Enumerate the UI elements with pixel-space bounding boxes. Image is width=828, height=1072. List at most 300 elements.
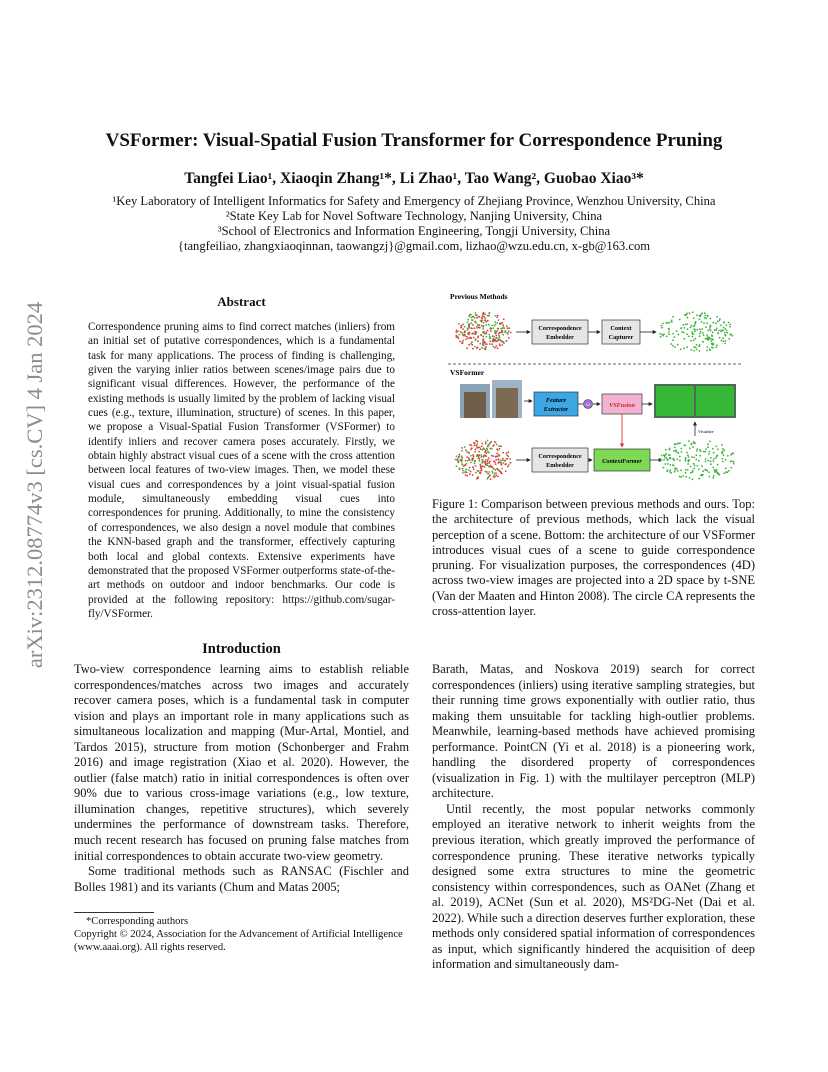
outlier-point (470, 471, 472, 473)
outlier-point (474, 451, 476, 453)
inlier-point (672, 316, 674, 318)
ca-label: CA (585, 403, 591, 407)
outlier-point (485, 346, 487, 348)
outlier-point (476, 327, 478, 329)
inlier-point (728, 338, 730, 340)
outlier-point (479, 316, 481, 318)
inlier-point (462, 470, 464, 472)
inlier-point (710, 460, 712, 462)
outlier-point (476, 317, 478, 319)
outlier-point (474, 321, 476, 323)
inlier-point (498, 319, 500, 321)
inlier-point (673, 450, 675, 452)
paper-authors: Tangfei Liao¹, Xiaoqin Zhang¹*, Li Zhao¹, Tao Wang², Guobao Xiao³* (184, 170, 644, 187)
inlier-point (489, 312, 491, 314)
inlier-point (684, 327, 686, 329)
outlier-point (467, 338, 469, 340)
inlier-point (669, 469, 671, 471)
inlier-point (731, 453, 733, 455)
inlier-point (692, 478, 694, 480)
inlier-point (482, 325, 484, 327)
outlier-point (497, 476, 499, 478)
inlier-point (678, 452, 680, 454)
inlier-point (475, 472, 477, 474)
box-label: ContextFormer (602, 458, 642, 465)
outlier-point (504, 460, 506, 462)
inlier-point (712, 343, 714, 345)
inlier-point (670, 343, 672, 345)
inlier-point (479, 472, 481, 474)
inlier-point (496, 337, 498, 339)
inlier-point (456, 455, 458, 457)
inlier-point (690, 466, 692, 468)
outlier-point (509, 462, 511, 464)
outlier-point (493, 444, 495, 446)
inlier-point (687, 317, 689, 319)
inlier-point (682, 475, 684, 477)
inlier-point (693, 317, 695, 319)
outlier-point (472, 324, 474, 326)
inlier-point (712, 347, 714, 349)
inlier-point (467, 332, 469, 334)
inlier-point (692, 471, 694, 473)
outlier-point (455, 335, 457, 337)
outlier-point (466, 336, 468, 338)
outlier-point (479, 349, 481, 351)
inlier-point (488, 471, 490, 473)
outlier-point (508, 464, 510, 466)
outlier-point (469, 473, 471, 475)
inlier-point (466, 463, 468, 465)
inlier-point (680, 328, 682, 330)
inlier-point (664, 463, 666, 465)
inlier-point (674, 346, 676, 348)
outlier-point (480, 448, 482, 450)
inlier-point (504, 332, 506, 334)
outlier-point (482, 342, 484, 344)
inlier-point (679, 319, 681, 321)
inlier-point (503, 326, 505, 328)
inlier-point (723, 472, 725, 474)
outlier-point (508, 331, 510, 333)
outlier-point (471, 333, 473, 335)
inlier-point (499, 455, 501, 457)
outlier-point (465, 474, 467, 476)
outlier-point (495, 475, 497, 477)
inlier-point (674, 467, 676, 469)
inlier-point (690, 325, 692, 327)
outlier-point (484, 455, 486, 457)
inlier-point (694, 330, 696, 332)
inlier-point (711, 334, 713, 336)
inlier-point (698, 478, 700, 480)
inlier-point (676, 330, 678, 332)
arxiv-id: arXiv:2312.08774v3 [cs.CV] 4 Jan 2024 (22, 301, 47, 669)
inlier-point (706, 350, 708, 352)
inlier-point (691, 443, 693, 445)
inlier-point (660, 336, 662, 338)
outlier-point (477, 337, 479, 339)
box-label: Capturer (608, 334, 634, 341)
outlier-point (490, 441, 492, 443)
inlier-point (712, 467, 714, 469)
inlier-point (687, 469, 689, 471)
outlier-point (462, 468, 464, 470)
inlier-point (719, 337, 721, 339)
inlier-point (696, 314, 698, 316)
abstract-text: Correspondence pruning aims to find correct matches (inliers) from an initial set of putative correspondences, which is a fundamental task for many applications. The process of finding is challenging, given the varying inlier ratios between scenes/image pairs due to significant visual differences. However, the performance of the existing methods is usually limited by the problem of lacking visual cues (e.g., texture, illumination, structure) of scenes. In this paper, we propose a Visual-Spatial Fusion Transformer (VSFormer) to identify inliers and recover camera poses accurately. Firstly, we obtain highly abstract visual cues of a scene with the cross attention between local features of two-view images. Then, we model these visual cues and correspondences by a joint visual-spatial fusion module, simultaneously embedding visual cues into correspondences for pruning. Additionally, to mine the consistency of correspondences, we also design a novel module that combines the KNN-based graph and the transformer, effectively capturing both local and global contexts. Extensive experiments have demonstrated that the proposed VSFormer outperforms state-of-the-art methods on outdoor and indoor benchmarks. Our code is provided at the following repository: https://github.com/sugar-fly/VSFormer. (88, 321, 395, 620)
box-label: Context (610, 325, 632, 332)
inlier-point (686, 313, 688, 315)
inlier-point (715, 322, 717, 324)
inlier-point (663, 454, 665, 456)
intro-paragraph: Until recently, the most popular networks commonly employed an iterative network to inherit weights from the previous iteration, which greatly improved the performance of correspondence pruning. These iterative networks typically designed some extra structures to mine the geometric consistency within correspondences, such as OANet (Zhang et al. 2019), ACNet (Sun et al. 2020), MS²DG-Net (Dai et al. 2022). While such a direction deserves further exploration, these methods only considered spatial information of correspondences as input, which significantly hindered the acquisition of deep information and simultaneously dam- (432, 801, 755, 972)
outlier-point (489, 462, 491, 464)
inlier-point (470, 317, 472, 319)
inlier-point (712, 339, 714, 341)
inlier-point (489, 336, 491, 338)
inlier-point (484, 319, 486, 321)
inlier-point (696, 349, 698, 351)
inlier-point (729, 334, 731, 336)
inlier-point (484, 317, 486, 319)
outlier-point (495, 335, 497, 337)
footnote-corresponding: *Corresponding authors (86, 916, 189, 927)
inlier-point (722, 458, 724, 460)
inlier-point (709, 476, 711, 478)
inlier-point (687, 463, 689, 465)
outlier-point (478, 324, 480, 326)
inlier-point (475, 332, 477, 334)
outlier-point (462, 328, 464, 330)
outlier-point (484, 466, 486, 468)
outlier-point (457, 331, 459, 333)
inlier-point (495, 333, 497, 335)
inlier-point (467, 329, 469, 331)
inlier-point (470, 343, 472, 345)
affiliation-1: ¹Key Laboratory of Intelligent Informatics for Safety and Emergency of Zhejiang Province, Wenzhou University, China (112, 194, 716, 208)
footnote-copyright: Copyright © 2024, Association for the Advancement of Artificial Intelligence (www.aaai.org). All rights reserved. (74, 929, 403, 954)
inlier-point (692, 311, 694, 313)
inlier-point (480, 320, 482, 322)
inlier-point (728, 322, 730, 324)
inlier-point (715, 457, 717, 459)
outlier-point (473, 468, 475, 470)
inlier-point (669, 458, 671, 460)
box-label: Correspondence (538, 325, 582, 332)
inlier-point (459, 459, 461, 461)
visualize-label: Visualize (698, 429, 714, 434)
outlier-point (506, 452, 508, 454)
outlier-point (481, 465, 483, 467)
inlier-point (723, 327, 725, 329)
inlier-point (483, 331, 485, 333)
inlier-point (461, 455, 463, 457)
outlier-point (464, 334, 466, 336)
inlier-point (699, 335, 701, 337)
outlier-point (506, 458, 508, 460)
inlier-point (687, 328, 689, 330)
inlier-point (702, 341, 704, 343)
inlier-point (460, 331, 462, 333)
outlier-point (485, 450, 487, 452)
inlier-point (668, 329, 670, 331)
inlier-point (708, 453, 710, 455)
inlier-point (733, 461, 735, 463)
outlier-point (506, 325, 508, 327)
inlier-point (485, 331, 487, 333)
outlier-point (469, 444, 471, 446)
inlier-point (690, 340, 692, 342)
outlier-point (471, 341, 473, 343)
inlier-point (468, 459, 470, 461)
inlier-point (685, 469, 687, 471)
inlier-point (485, 324, 487, 326)
inlier-point (503, 462, 505, 464)
outlier-point (486, 452, 488, 454)
inlier-point (710, 463, 712, 465)
inlier-point (701, 312, 703, 314)
inlier-point (672, 333, 674, 335)
inlier-point (695, 454, 697, 456)
inlier-point (464, 326, 466, 328)
inlier-point (674, 471, 676, 473)
inlier-point (669, 464, 671, 466)
outlier-point (457, 338, 459, 340)
figure-1 (446, 288, 746, 488)
outlier-point (497, 328, 499, 330)
inlier-point (704, 312, 706, 314)
inlier-point (699, 455, 701, 457)
outlier-point (471, 328, 473, 330)
outlier-point (474, 445, 476, 447)
inlier-point (681, 448, 683, 450)
inlier-point (665, 449, 667, 451)
outlier-point (471, 459, 473, 461)
outlier-point (477, 346, 479, 348)
inlier-point (726, 324, 728, 326)
inlier-point (674, 336, 676, 338)
outlier-point (499, 322, 501, 324)
inlier-point (469, 323, 471, 325)
inlier-point (492, 327, 494, 329)
outlier-point (496, 444, 498, 446)
inlier-point (471, 322, 473, 324)
inlier-point (475, 338, 477, 340)
outlier-point (482, 336, 484, 338)
outlier-point (491, 466, 493, 468)
outlier-point (461, 447, 463, 449)
inlier-point (488, 324, 490, 326)
inlier-point (707, 446, 709, 448)
inlier-point (699, 318, 701, 320)
inlier-point (458, 461, 460, 463)
inlier-point (690, 472, 692, 474)
outlier-point (496, 316, 498, 318)
inlier-point (493, 336, 495, 338)
inlier-point (689, 447, 691, 449)
inlier-point (717, 464, 719, 466)
inlier-point (474, 463, 476, 465)
paper-title: VSFormer: Visual-Spatial Fusion Transformer for Correspondence Pruning (105, 130, 723, 151)
outlier-point (501, 330, 503, 332)
inlier-point (493, 346, 495, 348)
outlier-point (498, 462, 500, 464)
outlier-point (465, 449, 467, 451)
inlier-point (727, 455, 729, 457)
inlier-point (497, 450, 499, 452)
inlier-point (699, 328, 701, 330)
box-label: Extractor (543, 406, 569, 413)
inlier-point (669, 322, 671, 324)
inlier-point (713, 475, 715, 477)
inlier-point (464, 446, 466, 448)
inlier-point (494, 330, 496, 332)
inlier-point (492, 472, 494, 474)
outlier-point (481, 470, 483, 472)
inlier-point (725, 468, 727, 470)
inlier-point (676, 458, 678, 460)
inlier-point (506, 340, 508, 342)
inlier-point (709, 451, 711, 453)
box-label: Embedder (546, 334, 574, 341)
outlier-point (487, 473, 489, 475)
inlier-point (487, 449, 489, 451)
outlier-point (483, 341, 485, 343)
inlier-point (673, 465, 675, 467)
inlier-point (729, 323, 731, 325)
scatter-output-bottom (659, 440, 734, 480)
inlier-point (503, 342, 505, 344)
outlier-point (461, 463, 463, 465)
inlier-point (707, 315, 709, 317)
inlier-point (675, 469, 677, 471)
inlier-point (671, 321, 673, 323)
inlier-point (692, 336, 694, 338)
outlier-point (455, 331, 457, 333)
inlier-point (669, 471, 671, 473)
inlier-point (706, 317, 708, 319)
outlier-point (487, 460, 489, 462)
inlier-point (722, 451, 724, 453)
inlier-point (672, 345, 674, 347)
inlier-point (474, 461, 476, 463)
inlier-point (691, 331, 693, 333)
inlier-point (491, 448, 493, 450)
outlier-point (465, 460, 467, 462)
inlier-point (479, 460, 481, 462)
outlier-point (477, 340, 479, 342)
box-label: Embedder (546, 462, 574, 469)
inlier-point (703, 322, 705, 324)
inlier-point (717, 448, 719, 450)
inlier-point (703, 451, 705, 453)
outlier-point (505, 470, 507, 472)
outlier-point (501, 473, 503, 475)
inlier-point (718, 330, 720, 332)
inlier-point (461, 450, 463, 452)
inlier-point (693, 457, 695, 459)
author-emails: {tangfeiliao, zhangxiaoqinnan, taowangzj}@gmail.com, lizhao@wzu.edu.cn, x-gb@163.com (177, 239, 651, 253)
outlier-point (484, 461, 486, 463)
inlier-point (500, 328, 502, 330)
inlier-point (694, 442, 696, 444)
outlier-point (472, 316, 474, 318)
outlier-point (466, 347, 468, 349)
inlier-point (660, 459, 662, 461)
outlier-point (495, 463, 497, 465)
inlier-point (723, 322, 725, 324)
inlier-point (717, 321, 719, 323)
inlier-point (709, 318, 711, 320)
inlier-point (686, 452, 688, 454)
intro-right-column (432, 662, 755, 973)
outlier-point (465, 338, 467, 340)
outlier-point (493, 476, 495, 478)
inlier-point (709, 348, 711, 350)
inlier-point (502, 334, 504, 336)
outlier-point (495, 345, 497, 347)
inlier-point (481, 459, 483, 461)
intro-paragraph: Some traditional methods such as RANSAC (Fischler and Bolles 1981) and its variants (Chum and Matas 2005; (74, 864, 409, 894)
inlier-point (694, 329, 696, 331)
inlier-point (706, 322, 708, 324)
outlier-point (485, 321, 487, 323)
inlier-point (710, 457, 712, 459)
inlier-point (668, 454, 670, 456)
outlier-point (501, 322, 503, 324)
inlier-point (690, 349, 692, 351)
outlier-point (472, 454, 474, 456)
inlier-point (719, 320, 721, 322)
intro-paragraph: Barath, Matas, and Noskova 2019) search for correct correspondences (inliers) using iterative sampling strategies, but their running time grows exponentially with outlier ratio, thus making them unsuitable for tackling high-outlier problems. Meanwhile, learning-based methods have achieved promising performance. PointCN (Yi et al. 2018) is a pioneering work, handling the disordered property of correspondences (visualization in Fig. 1) with the multilayer perceptron (MLP) architecture. (432, 662, 755, 801)
inlier-point (467, 319, 469, 321)
inlier-point (700, 450, 702, 452)
outlier-point (473, 442, 475, 444)
inlier-point (702, 474, 704, 476)
inlier-point (466, 451, 468, 453)
outlier-point (495, 455, 497, 457)
inlier-point (695, 323, 697, 325)
outlier-point (502, 458, 504, 460)
inlier-point (489, 334, 491, 336)
inlier-point (695, 459, 697, 461)
outlier-point (488, 457, 490, 459)
outlier-point (469, 467, 471, 469)
inlier-point (712, 332, 714, 334)
affiliation-2: ²State Key Lab for Novel Software Technology, Nanjing University, China (225, 209, 603, 223)
inlier-point (705, 338, 707, 340)
inlier-point (675, 450, 677, 452)
outlier-point (490, 330, 492, 332)
inlier-point (694, 465, 696, 467)
inlier-point (680, 348, 682, 350)
inlier-point (502, 460, 504, 462)
abstract-heading: Abstract (217, 294, 266, 309)
scatter-output-top (659, 311, 733, 352)
scatter-input-bottom (455, 440, 512, 480)
inlier-point (702, 470, 704, 472)
outlier-point (493, 455, 495, 457)
inlier-point (480, 454, 482, 456)
inlier-point (468, 451, 470, 453)
outlier-point (484, 333, 486, 335)
outlier-point (456, 330, 458, 332)
inlier-point (660, 325, 662, 327)
inlier-point (677, 344, 679, 346)
footnote-rule (74, 912, 154, 913)
inlier-point (693, 468, 695, 470)
